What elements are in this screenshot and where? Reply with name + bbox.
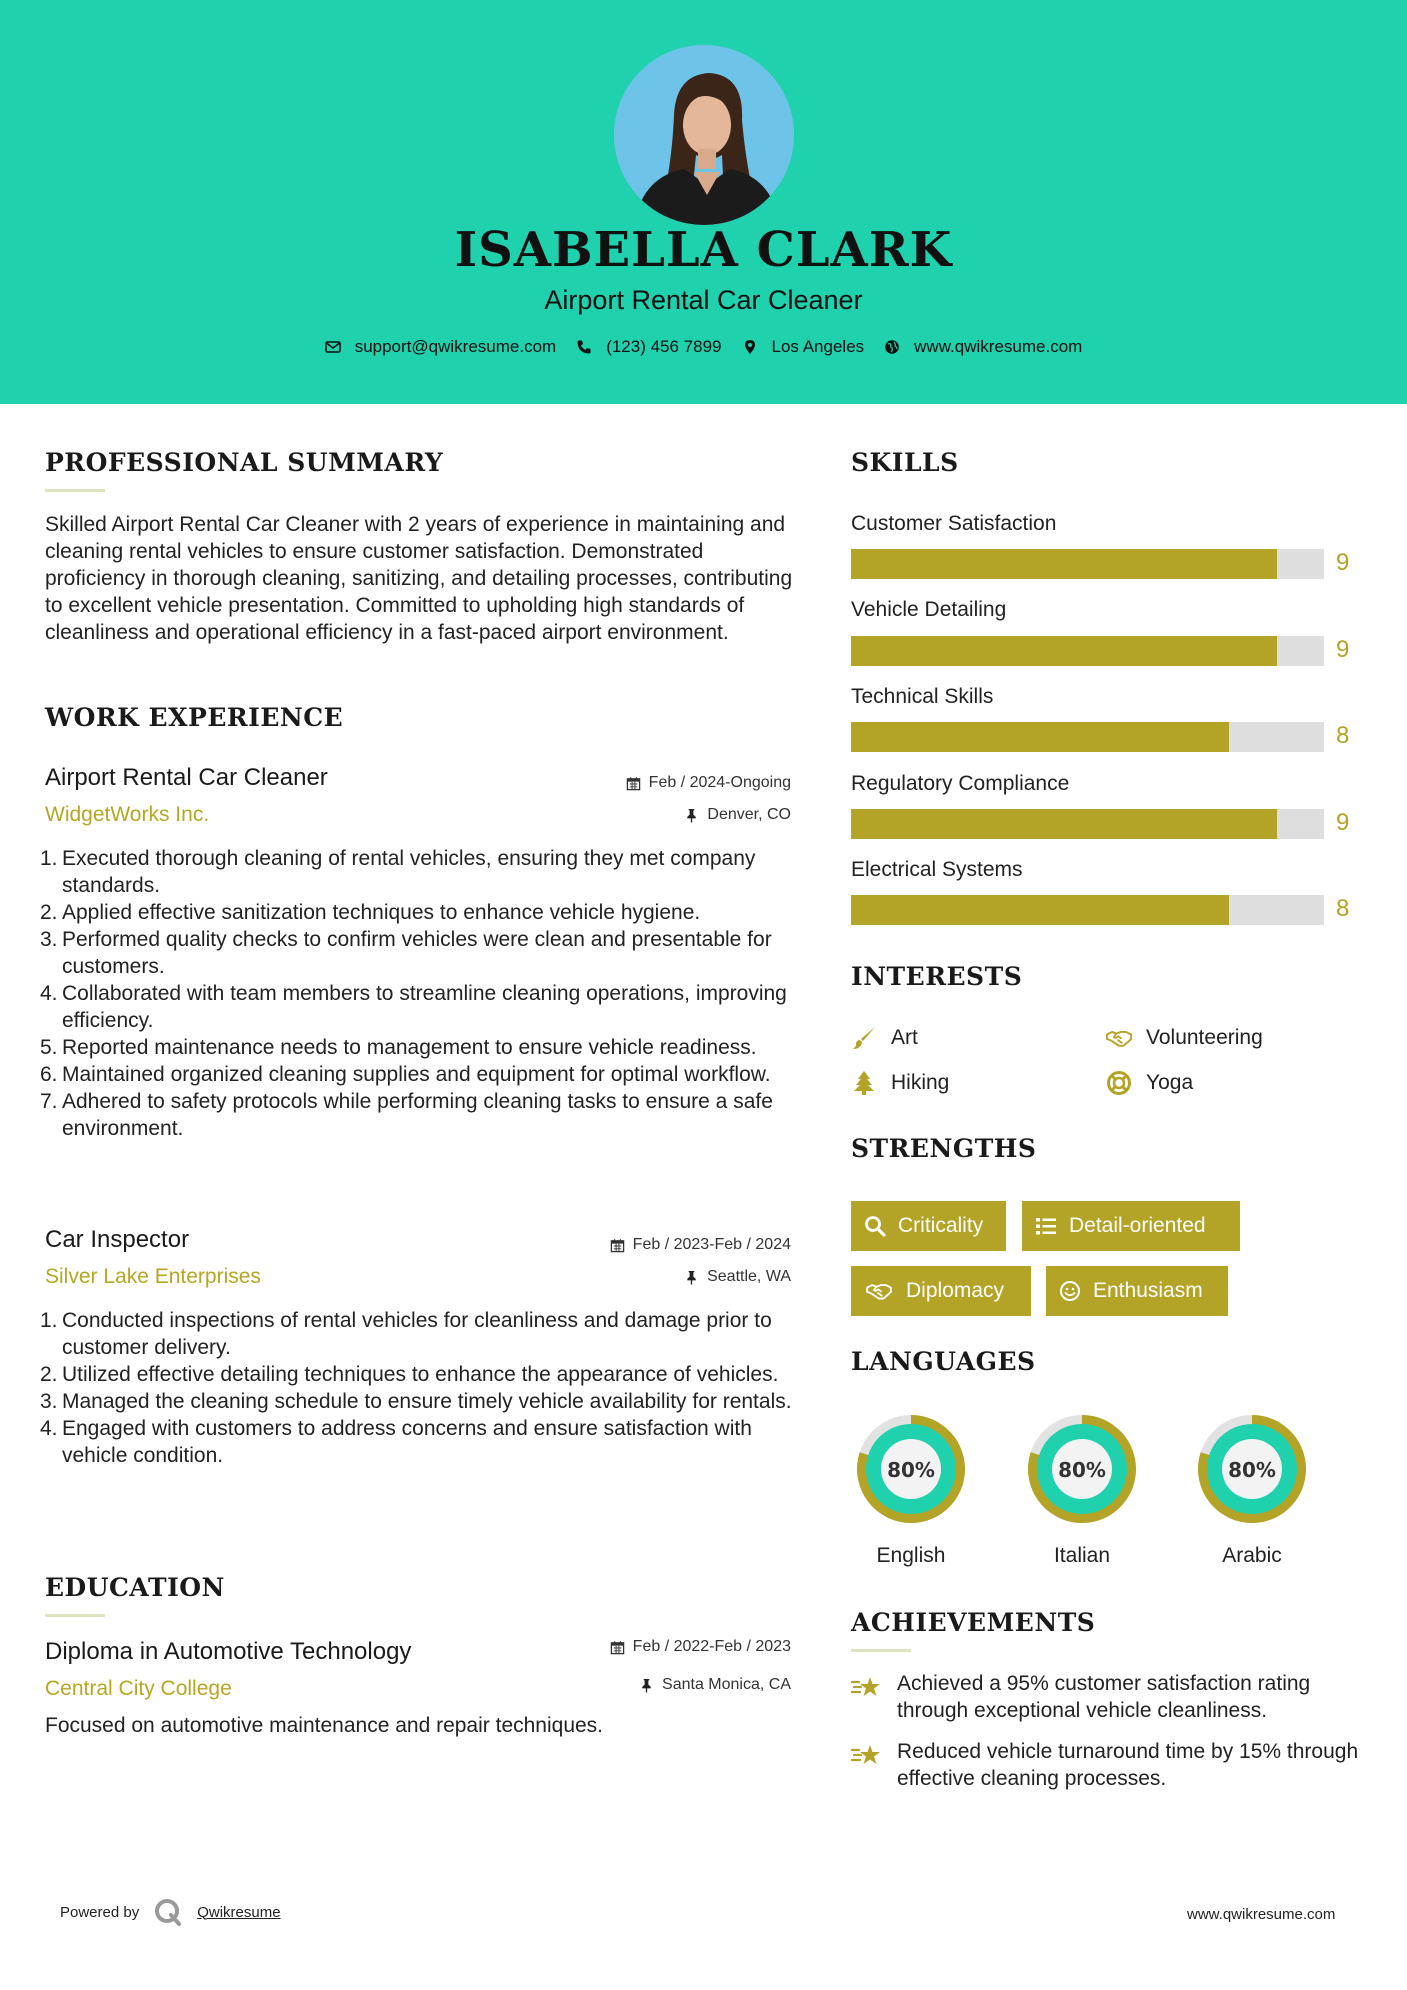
email-text: support@qwikresume.com xyxy=(354,337,557,356)
skill-value: 8 xyxy=(1336,722,1350,749)
smile-icon xyxy=(1059,1280,1081,1302)
list-item xyxy=(40,1061,800,1088)
calendar-icon xyxy=(610,1238,625,1253)
skill-label: Electrical Systems xyxy=(851,858,1023,881)
job-date-text: Feb / 2024-Ongoing xyxy=(648,774,791,791)
phone-icon xyxy=(576,339,592,355)
strength-tag xyxy=(851,1201,1006,1251)
pushpin-icon xyxy=(639,1678,654,1693)
company-name: WidgetWorks Inc. xyxy=(45,803,210,826)
bullet-text: Utilized effective detailing techniques to enhance the appearance of vehicles. xyxy=(62,1363,779,1386)
interest-item xyxy=(851,1025,918,1051)
skill-value: 9 xyxy=(1336,809,1350,836)
website-text: www.qwikresume.com xyxy=(914,337,1083,356)
list-item xyxy=(40,1034,800,1061)
bullet-text: Engaged with customers to address concerns and ensure satisfaction with vehicle condition. xyxy=(62,1417,752,1467)
handshake-icon xyxy=(864,1280,894,1302)
bullet-text: Applied effective sanitization techniques to enhance vehicle hygiene. xyxy=(62,901,701,924)
list-icon xyxy=(1035,1215,1057,1237)
list-item xyxy=(40,1088,800,1142)
brand-link[interactable]: Qwikresume xyxy=(197,1903,281,1921)
bullet-text: Conducted inspections of rental vehicles for cleanliness and damage prior to customer delivery. xyxy=(62,1309,772,1359)
person-silhouette-icon xyxy=(614,45,794,225)
experience-heading: WORK EXPERIENCE xyxy=(45,703,344,732)
bullet-text: Collaborated with team members to streamline cleaning operations, improving efficiency. xyxy=(62,982,787,1032)
star-award-icon xyxy=(851,1674,883,1702)
education-underline xyxy=(45,1614,105,1617)
job-title: Car Inspector xyxy=(45,1226,190,1253)
achievement-text: Achieved a 95% customer satisfaction rating through exceptional vehicle cleanliness. xyxy=(897,1672,1311,1722)
calendar-icon xyxy=(626,776,641,791)
skill-bar-fill xyxy=(851,722,1229,752)
globe-icon xyxy=(884,339,900,355)
summary-text: Skilled Airport Rental Car Cleaner with 2 years of experience in maintaining and cleaning rental vehicles to ensure customer satisfaction. Demonstrated proficiency in thorough cleaning, sanitizing, and detailing processes, contributing to excellent vehicle presentation. Committed to upholding high standards of cleanliness and operational efficiency in a fast-paced airport environment. xyxy=(45,513,793,644)
language-label: English xyxy=(876,1544,946,1567)
skill-label: Regulatory Compliance xyxy=(851,772,1070,795)
search-icon xyxy=(864,1215,886,1237)
contact-email[interactable] xyxy=(325,337,557,357)
bullet-text: Executed thorough cleaning of rental vehicles, ensuring they met company standards. xyxy=(62,847,756,897)
resume-header xyxy=(0,0,1407,404)
bullet-number: 4. xyxy=(40,1417,58,1440)
candidate-name: ISABELLA CLARK xyxy=(454,222,953,278)
bullet-text: Performed quality checks to confirm vehicles were clean and presentable for customers. xyxy=(62,928,772,978)
job-date-text: Feb / 2023-Feb / 2024 xyxy=(632,1236,791,1253)
achievement-item xyxy=(851,1670,1371,1724)
skills-heading: SKILLS xyxy=(851,448,959,477)
bullet-text: Managed the cleaning schedule to ensure timely vehicle availability for rentals. xyxy=(62,1390,792,1413)
language-ring xyxy=(849,1407,973,1531)
map-marker-icon xyxy=(742,339,758,355)
list-item xyxy=(40,1388,800,1415)
language-label: Italian xyxy=(1053,1544,1111,1567)
bullet-number: 2. xyxy=(40,901,58,924)
powered-by-label: Powered by xyxy=(60,1903,140,1921)
skill-value: 9 xyxy=(1336,636,1350,663)
footer-branding xyxy=(60,1897,281,1927)
bullet-number: 3. xyxy=(40,1390,58,1413)
strength-label: Enthusiasm xyxy=(1093,1279,1203,1302)
job-location xyxy=(500,806,791,824)
strength-tag xyxy=(1022,1201,1240,1251)
life-ring-icon xyxy=(1106,1070,1132,1096)
language-donut xyxy=(849,1407,973,1536)
language-percent: 80% xyxy=(1228,1458,1276,1482)
job-location-text: Seattle, WA xyxy=(707,1268,791,1285)
profile-photo xyxy=(614,45,794,225)
calendar-icon xyxy=(610,1640,625,1655)
job-date xyxy=(500,1236,791,1254)
interests-heading: INTERESTS xyxy=(851,962,1023,991)
bullet-number: 7. xyxy=(40,1090,58,1113)
bullet-number: 1. xyxy=(40,847,58,870)
language-percent: 80% xyxy=(887,1458,935,1482)
phone-text: (123) 456 7899 xyxy=(606,337,722,356)
language-percent: 80% xyxy=(1058,1458,1106,1482)
achievement-item xyxy=(851,1738,1371,1792)
achievements-underline xyxy=(851,1649,911,1652)
strength-tag xyxy=(1046,1266,1228,1316)
list-item xyxy=(40,845,800,899)
education-date xyxy=(500,1638,791,1656)
school-name: Central City College xyxy=(45,1677,232,1700)
achievement-text: Reduced vehicle turnaround time by 15% through effective cleaning processes. xyxy=(897,1740,1359,1790)
skill-value: 9 xyxy=(1336,549,1350,576)
skill-bar-fill xyxy=(851,809,1277,839)
footer-website[interactable]: www.qwikresume.com xyxy=(1187,1906,1336,1923)
bullet-number: 1. xyxy=(40,1309,58,1332)
strength-label: Diplomacy xyxy=(906,1279,1005,1302)
brush-icon xyxy=(851,1025,877,1051)
job-bullets xyxy=(40,1307,800,1469)
handshake-icon xyxy=(1106,1025,1132,1051)
strengths-heading: STRENGTHS xyxy=(851,1134,1037,1163)
interest-item xyxy=(851,1070,949,1096)
bullet-number: 6. xyxy=(40,1063,58,1086)
bullet-text: Maintained organized cleaning supplies and equipment for optimal workflow. xyxy=(62,1063,771,1086)
tree-icon xyxy=(851,1070,877,1096)
education-location-text: Santa Monica, CA xyxy=(662,1676,791,1693)
education-heading: EDUCATION xyxy=(45,1573,225,1602)
skill-bar xyxy=(851,722,1324,752)
skill-label: Vehicle Detailing xyxy=(851,598,1007,621)
job-date xyxy=(500,774,791,792)
list-item xyxy=(40,1307,800,1361)
skill-bar-fill xyxy=(851,549,1277,579)
strength-label: Detail-oriented xyxy=(1069,1214,1206,1237)
job-bullets xyxy=(40,845,800,1142)
list-item xyxy=(40,1361,800,1388)
skill-value: 8 xyxy=(1336,895,1350,922)
location-text: Los Angeles xyxy=(771,337,865,356)
bullet-text: Reported maintenance needs to management to ensure vehicle readiness. xyxy=(62,1036,757,1059)
language-donut xyxy=(1190,1407,1314,1536)
company-name: Silver Lake Enterprises xyxy=(45,1265,261,1288)
envelope-icon xyxy=(325,339,341,355)
contact-bar xyxy=(0,337,1407,357)
skill-bar xyxy=(851,895,1324,925)
language-ring xyxy=(1190,1407,1314,1531)
strength-label: Criticality xyxy=(898,1214,984,1237)
languages-heading: LANGUAGES xyxy=(851,1347,1036,1376)
skill-label: Technical Skills xyxy=(851,685,994,708)
contact-phone[interactable] xyxy=(576,337,721,357)
bullet-number: 4. xyxy=(40,982,58,1005)
list-item xyxy=(40,1415,800,1469)
language-donut xyxy=(1020,1407,1144,1536)
skill-bar-fill xyxy=(851,636,1277,666)
bullet-number: 3. xyxy=(40,928,58,951)
list-item xyxy=(40,926,800,980)
summary-heading: PROFESSIONAL SUMMARY xyxy=(45,448,444,477)
skill-bar xyxy=(851,636,1324,666)
star-award-icon xyxy=(851,1742,883,1770)
skill-bar xyxy=(851,809,1324,839)
bullet-number: 5. xyxy=(40,1036,58,1059)
skill-label: Customer Satisfaction xyxy=(851,512,1057,535)
interest-label: Volunteering xyxy=(1146,1026,1263,1049)
interest-label: Art xyxy=(891,1026,918,1049)
interest-item xyxy=(1106,1070,1193,1096)
skill-bar xyxy=(851,549,1324,579)
achievements-heading: ACHIEVEMENTS xyxy=(851,1608,1096,1637)
education-date-text: Feb / 2022-Feb / 2023 xyxy=(632,1638,791,1655)
interest-label: Yoga xyxy=(1146,1071,1194,1094)
pushpin-icon xyxy=(684,1270,699,1285)
job-location-text: Denver, CO xyxy=(707,806,791,823)
list-item xyxy=(40,980,800,1034)
contact-location xyxy=(742,337,865,357)
candidate-role: Airport Rental Car Cleaner xyxy=(544,285,863,315)
degree-title: Diploma in Automotive Technology xyxy=(45,1638,412,1665)
language-ring xyxy=(1020,1407,1144,1531)
strength-tag xyxy=(851,1266,1031,1316)
education-location xyxy=(500,1676,791,1694)
list-item xyxy=(40,899,800,926)
bullet-number: 2. xyxy=(40,1363,58,1386)
skill-bar-fill xyxy=(851,895,1229,925)
contact-website[interactable] xyxy=(884,337,1082,357)
interest-item xyxy=(1106,1025,1263,1051)
job-title: Airport Rental Car Cleaner xyxy=(45,764,328,791)
education-description: Focused on automotive maintenance and repair techniques. xyxy=(45,1714,604,1737)
interest-label: Hiking xyxy=(891,1071,950,1094)
job-location xyxy=(500,1268,791,1286)
summary-underline xyxy=(45,489,105,492)
bullet-text: Adhered to safety protocols while performing cleaning tasks to ensure a safe environment. xyxy=(62,1090,773,1140)
language-label: Arabic xyxy=(1222,1544,1282,1567)
pushpin-icon xyxy=(684,808,699,823)
qwikresume-logo-icon xyxy=(153,1897,183,1927)
